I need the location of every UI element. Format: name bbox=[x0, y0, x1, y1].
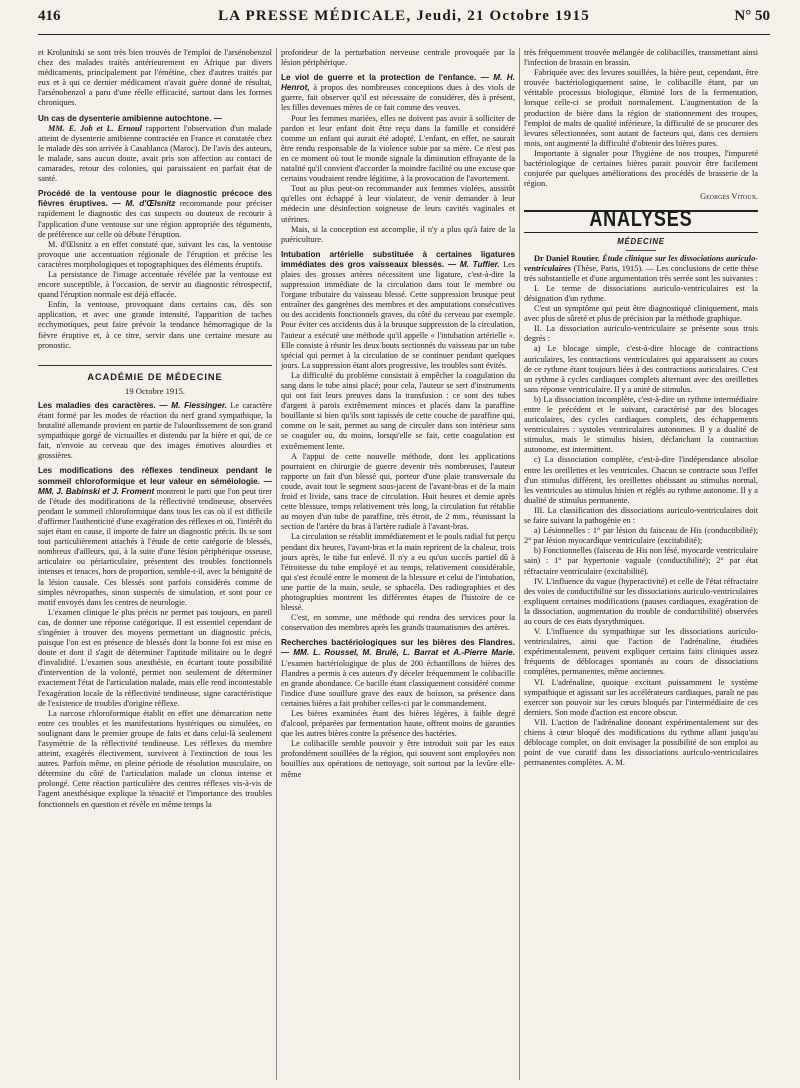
heading-title: Un cas de dysenterie amibienne autochtone. — bbox=[38, 113, 222, 123]
heading-title: Les maladies des caractères. — bbox=[38, 400, 168, 410]
paragraph bbox=[524, 718, 758, 768]
author: Dr Daniel Routier. bbox=[534, 253, 600, 263]
article-columns bbox=[38, 48, 770, 1080]
article-heading bbox=[38, 189, 272, 239]
paragraph: a) Le blocage simple, c'est-à-dire blocage de contractions auriculaires, les contractions ventriculaires qui apparaissent au cours de ce rythme étant toujours liées à des contractions auriculaires. C'est un rythme à cycles cardiaques complets alternant avec des oreillettes sans réponse ventriculaire. Il y a unité de stimulus. bbox=[524, 344, 758, 394]
author: M. Tuffier. bbox=[459, 259, 500, 269]
article-heading bbox=[38, 114, 272, 124]
paragraph: Enfin, la ventouse, provoquant dans certains cas, dès son application, et avec une grande intensité, l'apparition de taches ecchymotiques, peut faire prévoir la tendance hémorragique de la fièvre éruptive et, à ce titre, servir dans une certaine mesure au pronostic. bbox=[38, 300, 272, 350]
article-heading bbox=[281, 250, 515, 371]
article-heading bbox=[281, 73, 515, 113]
paragraph: Importante à signaler pour l'hygiène de nos troupes, l'impureté bactériologique de certaines bières parait pouvoir être facilement conjurée par quelques améliorations des procédés de brasserie de la région. bbox=[524, 148, 758, 189]
paragraph: Fabriquée avec des levures souillées, la bière peut, cependant, être trouvée bactériologiquement saine, le colibacille étant, par un véritable processus biologique, éliminé lors de la fermentation, lorsque celle-ci se produit normalement. L'augmentation de la production de bière dans la région de stationnement des troupes, l'emploi de malts de qualité inférieure, la difficulté de se procurer des levures sélectionnées, sont autant de facteurs qui, dans ces derniers mois, ont augmenté la difficulté d'obtenir des bières pures. bbox=[524, 68, 758, 148]
heading-title: Intubation artérielle substituée à certaines ligatures immédiates des gros vaisseaux blessés. — bbox=[281, 249, 515, 269]
paragraph-text: VII. L'action de l'adrénaline donnant expérimentalement sur des chiens à cœur bloqué des modifications du rythme allant jusqu'au déblocage complet, on doit envisager la possibilité de son emploi au point de vue curatif dans les dissociations auriculo-ventriculaires permanentes complètes. bbox=[524, 717, 758, 768]
paragraph: Pour les femmes mariées, elles ne doivent pas avoir à solliciter de pardon et leur enfant doit être reçu dans la famille et considéré comme un enfant qui aurait été adopté. L'enfant, en effet, ne saurait être rendu responsable de la violence subie par sa mère. Ce n'est pas en ce moment où tout le monde signale la diminution effrayante de la natalité qu'il convient d'accorder la moindre facilité ou une excuse que certains voudraient rendre légitime, à la provocation de l'avortement. bbox=[281, 113, 515, 184]
paragraph bbox=[524, 254, 758, 284]
column-divider bbox=[519, 48, 520, 1080]
paragraph: b) Fonctionnelles (faisceau de His non lésé, myocarde ventriculaire sain) : 1° par hypertonie vaguale (conductibilité); 2° par état réfractaire ventriculaire (excitabilité). bbox=[524, 546, 758, 576]
paragraph: La difficulté du problème consistait à empêcher la coagulation du sang dans le tube ainsi placé; pour cela, l'auteur se sert d'instruments qui ont fait leurs preuves dans la transfusion : ce sont des tubes d'argent à parois extrêmement minces et placés dans la paraffine bouillante si bien qu'ils sont tapissés de cette couche de paraffine qui, comme on le sait, permet au sang de circuler dans son intérieur sans se coaguler ou, du moins, lorsqu'elle se fait, cette coagulation est extrêmement lente. bbox=[281, 370, 515, 451]
paragraph: II. La dissociation auriculo-ventriculaire se présente sous trois degrés : bbox=[524, 324, 758, 344]
heading-title: Recherches bactériologiques sur les bières des Flandres. — bbox=[281, 638, 515, 658]
subsection-title: MÉDECINE bbox=[617, 236, 665, 246]
paragraph: C'est un symptôme qui peut être diagnostiqué cliniquement, mais avec plus de sûreté et plus de précision par la méthode graphique. bbox=[524, 304, 758, 324]
paragraph: profondeur de la perturbation nerveuse centrale provoquée par la lésion périphérique. bbox=[281, 48, 515, 68]
signature: Georges Vitoux. bbox=[700, 192, 758, 202]
page-number: 416 bbox=[38, 8, 61, 24]
paragraph-text: Le caractère étant formé par les modes de réaction du nerf grand sympathique, la brutalité allemande provient en partie de l'alourdissement de son grand sympathique gorgé de victuailles et distendu par la bière et qui, de ce fait, n'envoie au cerveau que des images émotives alourdies et grossières. bbox=[38, 400, 272, 461]
paragraph: A l'appui de cette nouvelle méthode, dont les applications pourraient en chirurgie de guerre devenir très nombreuses, l'auteur rapporte un fait d'un blessé qui, porteur d'une plaie transversale du coude, avait tout le segment sous-jacent de l'avant-bras et de la main froid et livide, sans trace de circulation. Huit heures et demie après cette blessure, temps relativement très long, la circulation fut rétablie au moyen d'un tube de paraffine, très étroit, de 2 mm., réunissant la section de l'artère du bras à l'artère radiale à l'avant-bras. bbox=[281, 451, 515, 532]
page-header bbox=[38, 6, 770, 35]
paragraph: L'examen clinique le plus précis ne permet pas toujours, en pareil cas, de donner une réponse catégorique. Il est essentiel cependant de s'ingénier à trouver des moyens permettant un diagnostic précis, puisque l'on est en présence de blessés dont la bonne foi est mise en doute et dont il s'agit de déterminer l'aptitude militaire ou le degré d'invalidité. L'examen sous anesthésie, en écartant toute possibilité d'intervention de la volonté, permet non seulement de déterminer exactement l'état de l'articulation malade, mais elle rend incontestable l'exagération locale de la réflectivité tendineuse, signe caractéristique de l'existence de troubles d'origine réflexe. bbox=[38, 607, 272, 708]
paragraph bbox=[38, 124, 272, 185]
article-heading bbox=[38, 401, 272, 462]
work-title: Étude clinique sur les dissociations auriculo-ventriculaires bbox=[524, 253, 758, 273]
column-1 bbox=[38, 48, 272, 1080]
column-3 bbox=[524, 48, 758, 1080]
paragraph: b) La dissociation incomplète, c'est-à-dire un rythme intermédiaire entre le précédent et le suivant, caractérisé par des blocages auriculaires, des cycles cardiaques complets, des échappements ventriculaires : systoles ventriculaires autonomes. Il y a dualité de stimulus, mais le stimulus hisien, déclanchant la contraction autonome, est intermittent. bbox=[524, 394, 758, 455]
paragraph: Les bières examinées étant des bières légères, à faible degré d'alcool, préparées par fermentation haute, offrent moins de garanties que les autres bières contre la présence des bactéries. bbox=[281, 709, 515, 739]
paragraph: IV. L'influence du vague (hyperactivité) et celle de l'état réfractaire des voies de conductibilité sur les dissociations auriculo-ventriculaires expliquent certaines modifications (pauses cardiaques, exagération de la dissociation, augmentation du trouble de conductibilité) observées au cours de ces états dysrythmiques. bbox=[524, 576, 758, 626]
newspaper-page bbox=[0, 6, 800, 1088]
author: MM. E. Job et L. Ernoul bbox=[48, 123, 142, 133]
paragraph-text: à propos des nombreuses conceptions dues à des viols de guerre, fait observer qu'il est nécessaire de considérer, dès à présent, les filles devenues mères de ce fait comme des veuves. bbox=[281, 83, 515, 113]
section-title: ANALYSES bbox=[589, 206, 693, 232]
paragraph-text: recommande pour préciser rapidement le diagnostic des cas suspects ou douteux de recourir à l'application d'une ventouse sur une région appropriée des téguments, de préférence sur celle où débute l'éruption. bbox=[38, 199, 272, 239]
column-divider bbox=[276, 48, 277, 1080]
divider bbox=[626, 250, 656, 251]
paragraph: I. Le terme de dissociations auriculo-ventriculaires est la désignation d'un rythme. bbox=[524, 283, 758, 303]
issue-number: N° 50 bbox=[734, 8, 770, 24]
paragraph: M. d'Œlsnitz a en effet constaté que, suivant les cas, la ventouse provoque une accentuation régionale de l'éruption et précise les caractères morphologiques et topographiques des éléments éruptifs. bbox=[38, 239, 272, 269]
heading-title: Procédé de la ventouse pour le diagnostic précoce des fièvres éruptives. — bbox=[38, 189, 272, 209]
section-banner bbox=[524, 206, 758, 232]
paragraph: La circulation se rétablit immédiatement et le pouls radial fut perçu pendant dix heures, l'avant-bras et la main reprirent de la chaleur, trois jours après, le tube fut enlevé. Il n'y a eu qu'un succès partiel dû à l'étroitesse du tube employé et au temps, relativement considérable, qui s'est écoulé entre le moment de la blessure et celui de l'intubation, une partie de la main, seule, se sphacéla. Des radiographies et des photographies montrent les différentes étapes de l'histoire de ce blessé. bbox=[281, 532, 515, 613]
paragraph: III. La classification des dissociations auriculo-ventriculaires doit se faire suivant la pathogénie en : bbox=[524, 505, 758, 526]
paragraph: a) Lésionnelles : 1° par lésion du faisceau de His (conductibilité); 2° par lésion myocardique ventriculaire (excitabilité); bbox=[524, 526, 758, 546]
paragraph: c) La dissociation complète, c'est-à-dire l'indépendance absolue entre les oreillettes et les ventricules. Chacun se contracte sous l'effet d'un stimulus différent, les oreillettes obéissant au stimulus normal, les ventricules au stimulus hisien et réglés au rythme autonome. Il y a dualité de stimulus permanente. bbox=[524, 455, 758, 505]
section-date: 19 Octobre 1915. bbox=[125, 385, 185, 396]
paragraph: La narcose chloroformique établit en effet une démarcation nette entre ces troubles et les manifestations hystériques ou simulées, en soulignant dans le premier groupe de faits et dans celui-là seulement l'asymétrie de la réflectivité tendineuse. Les réflexes du membre atteint, exagérés électivement, survivent à l'extinction de tous les autres. Parfois même, en pleine période de résolution musculaire, on détermine du côté de l'articulation malade un clonus intense et prolongé. Cette réaction particulière des centres réflexes vis-à-vis de l'agent anesthésique explique la ténacité et l'importance des troubles fonctionnels en question et révèle en même temps la bbox=[38, 708, 272, 809]
paragraph-text: montrent le parti que l'on peut tirer de l'étude des modifications de la réflectivité tendineuse, observées pendant le sommeil chloroformique dans tous les cas où il est difficile d'affirmer l'authenticité d'une exagération des réflexes et où, l'intérêt du sujet étant en cause, il importe de faire un diagnostic précis. Ils se sont tout particulièrement attachés à l'étude de cette catégorie de blessés, nombreux d'ailleurs, qui, à la suite d'une lésion périphérique osseuse, articulaire ou périarticulaire, présentent des troubles fonctionnels intenses et tenaces, hors de proportion, semble-t-il, avec la bénignité de la lésion causale. Ces blessés sont parfois considérés comme de simples névropathes, sinon suspectés de simulation, et sont pour ce motif envoyés dans les centres de neurologie. bbox=[38, 486, 272, 607]
paragraph-text: rapportent l'observation d'un malade atteint de dysenterie amibienne contractée en France et constatée chez le malade dès son arrivée à Casablanca (Maroc). De l'avis des auteurs, le malade, sans aucun doute, avait pris son affection au contact de camarades, retour des colonies, qui paraissaient en parfait état de santé. bbox=[38, 123, 272, 184]
author: MM. J. Babinski et J. Froment bbox=[38, 486, 155, 496]
author: M. d'Œlsnitz bbox=[125, 199, 176, 209]
paragraph: Mais, si la conception est accomplie, il n'y a plus qu'à faire de la puériculture. bbox=[281, 224, 515, 244]
column-2 bbox=[281, 48, 515, 1080]
author: MM. L. Roussel, M. Brulé, L. Barrat et A.-Pierre Marie. bbox=[293, 648, 515, 658]
article-heading bbox=[38, 466, 272, 607]
paragraph: V. L'influence du sympathique sur les dissociations auriculo-ventriculaires, ainsi que l'action de l'adrénaline, étudiées expérimentalement, peuvent expliquer certains faits cliniques assez fréquents de déblocages spontanés au cours de dissociations complètes, permanentes, même anciennes. bbox=[524, 627, 758, 677]
article-heading bbox=[281, 638, 515, 709]
author: M. Fiessinger. bbox=[171, 400, 227, 410]
heading-title: Les modifications des réflexes tendineux pendant le sommeil chloroformique et leur valeur en séméiologie. — bbox=[38, 466, 272, 486]
paragraph: C'est, en somme, une méthode qui rendra des services pour la conservation des membres après les grands traumatismes des artères. bbox=[281, 613, 515, 633]
paragraph: Le colibacille semble pouvoir y être introduit soit par les eaux profondément souillées de la région, qui souvent sont employées non bouillies aux opérations de nettoyage, soit surtout par la levûre elle-même bbox=[281, 739, 515, 779]
paragraph: La persistance de l'image accentuée révélée par la ventouse est encore susceptible, à l'occasion, de servir au diagnostic rétrospectif, quand l'éruption normale est déjà effacée. bbox=[38, 269, 272, 300]
newspaper-title: LA PRESSE MÉDICALE, Jeudi, 21 Octobre 1915 bbox=[218, 8, 590, 24]
author: M. H. Henrot, bbox=[281, 73, 515, 93]
heading-title: Le viol de guerre et la protection de l'enfance. — bbox=[281, 73, 489, 83]
paragraph-text: Les plaies des grosses artères nécessitent une ligature, c'est-à-dire la suppression immédiate de la circulation dans tout le membre ou l'organe tributaire du vaisseau blessé. Cette suppression brusque peut entraîner des gangrènes des membres et des amputations consécutives ou des accidents fonctionnels graves, du côté du cerveau par exemple. Pour éviter ces accidents dus à la brusque suppression de la circulation, l'auteur a exécuté une méthode qu'il appelle « l'intubation artérielle ». Elle consiste à réunir les deux bouts sectionnés du vaisseau par un tube spécial qui permet à la circulation de se continuer pendant quelques jours. La suppression étant alors progressive, les troubles sont évités. bbox=[281, 259, 515, 370]
paragraph: très fréquemment trouvée mélangée de colibacilles, transmettant ainsi l'infection de brassin en brassin. bbox=[524, 48, 758, 68]
paragraph-text: (Thèse, Paris, 1915). — Les conclusions de cette thèse très substantielle et d'une argumentation très serrée sont les suivantes : bbox=[524, 263, 758, 283]
paragraph-text: L'examen bactériologique de plus de 200 échantillons de bières des Flandres a permis à ces auteurs d'y déceler fréquemment le colibacille en grande abondance. Ce bacille étant classiquement considéré comme l'indice d'une souillure grave des eaux de boisson, sa présence dans certaines bières a fait prohiber celles-ci par le commandement. bbox=[281, 658, 515, 708]
paragraph: et Krolunitski se sont très bien trouvés de l'emploi de l'arsénobenzol chez des malades traités antérieurement en Afrique par divers médicaments, principalement par l'émétine, chez d'autres traités par eux et à qui ce dernier médicament n'avait guère donné de résultat, l'arsénobenzol a paru d'une réelle efficacité, surtout dans les formes chroniques. bbox=[38, 48, 272, 108]
initials: A. M. bbox=[605, 758, 625, 768]
paragraph: Tout au plus peut-on recommander aux femmes violées, aussitôt qu'elles ont échappé à leur violateur, de venir demander à leur médecin une désinfection soigneuse de leurs cavités vaginales et utérines. bbox=[281, 184, 515, 224]
paragraph: VI. L'adrénaline, quoique excitant puissamment le système sympathique et agissant sur les accélérateurs cardiaques, paraît ne pas exercer son pouvoir sur les cœurs bloqués par l'intermédiaire de ces derniers. Son mode d'action est encore obscur. bbox=[524, 677, 758, 717]
section-title: ACADÉMIE DE MÉDECINE bbox=[38, 365, 272, 382]
